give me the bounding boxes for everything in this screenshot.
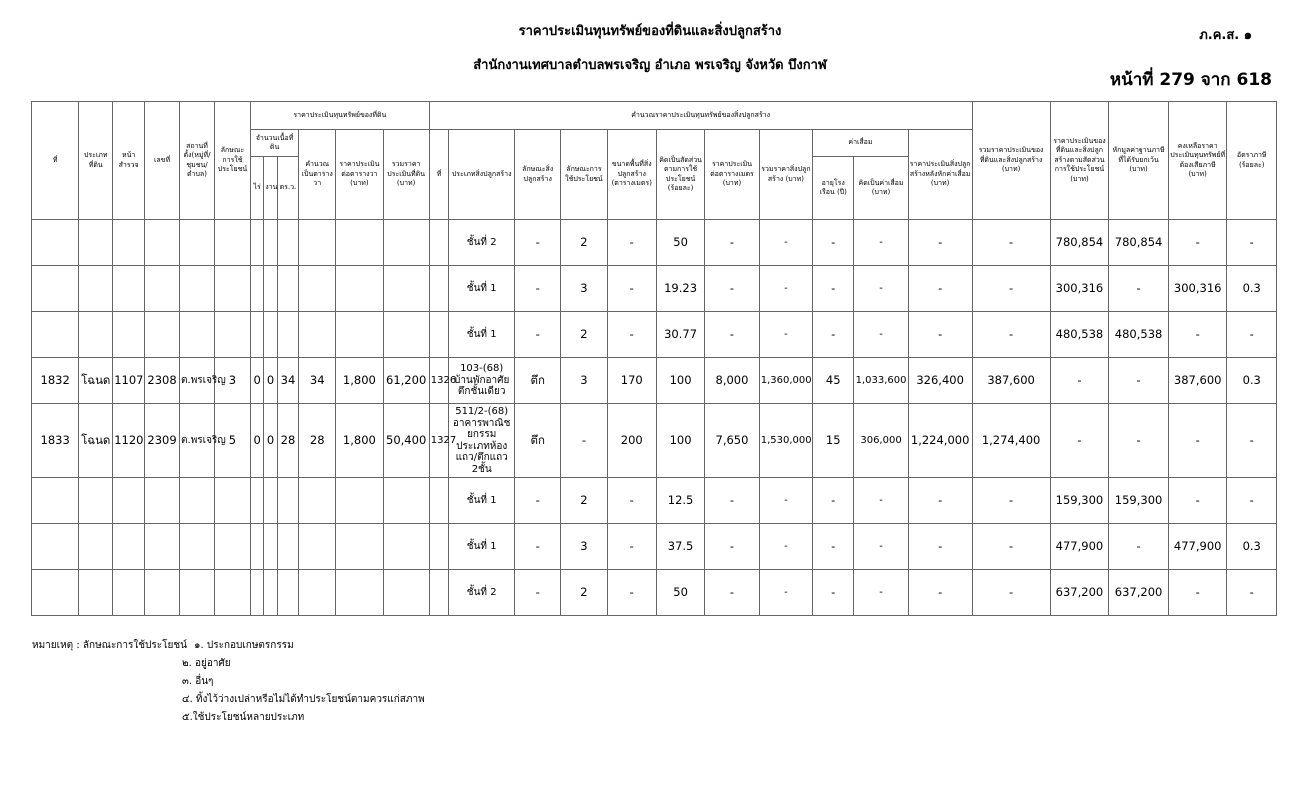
table-cell: - [1050, 358, 1109, 404]
table-cell: - [515, 220, 561, 266]
table-cell [214, 312, 250, 358]
table-cell: - [908, 220, 972, 266]
table-cell: - [908, 570, 972, 616]
table-cell: - [515, 570, 561, 616]
table-cell: - [1109, 404, 1169, 478]
table-cell: - [705, 478, 759, 524]
table-cell: - [813, 266, 854, 312]
table-cell: - [607, 266, 656, 312]
table-cell: 0 [250, 404, 263, 478]
table-cell: 326,400 [908, 358, 972, 404]
table-cell: 1327 [429, 404, 449, 478]
table-cell: 15 [813, 404, 854, 478]
table-cell: - [759, 312, 812, 358]
col-rai: ไร่ [250, 157, 263, 220]
table-cell [383, 266, 429, 312]
table-cell [336, 570, 383, 616]
table-cell [429, 478, 449, 524]
table-cell: - [759, 266, 812, 312]
table-cell: ต.พรเจริญ [180, 404, 215, 478]
table-cell: 170 [607, 358, 656, 404]
note-item: ๔. ทิ้งไว้ว่างเปล่าหรือไม่ได้ทำประโยชน์ตามควรแก่สภาพ [182, 694, 425, 705]
table-cell: 45 [813, 358, 854, 404]
table-cell [32, 312, 79, 358]
table-cell [277, 524, 299, 570]
table-cell: 300,316 [1050, 266, 1109, 312]
table-cell [299, 312, 336, 358]
table-cell: - [813, 478, 854, 524]
table-cell [113, 570, 145, 616]
table-cell: - [972, 312, 1050, 358]
table-cell [264, 266, 277, 312]
table-cell: - [607, 220, 656, 266]
table-cell [79, 478, 113, 524]
table-cell: 1326 [429, 358, 449, 404]
table-cell: ตึก [515, 404, 561, 478]
table-cell: 5 [214, 404, 250, 478]
table-cell: ตึก [515, 358, 561, 404]
table-cell [336, 312, 383, 358]
col-number: เลขที่ [145, 102, 180, 220]
col-building-total: รวมราคาสิ่งปลูกสร้าง (บาท) [759, 130, 812, 220]
table-cell: 12.5 [656, 478, 704, 524]
table-cell: - [515, 312, 561, 358]
table-cell: 2 [561, 570, 607, 616]
table-cell [113, 478, 145, 524]
note-item: ๓. อื่นๆ [182, 676, 214, 687]
table-cell: 480,538 [1109, 312, 1169, 358]
table-cell: - [813, 220, 854, 266]
note-item: ๑. ประกอบเกษตรกรรม [194, 640, 294, 651]
table-cell [383, 478, 429, 524]
table-cell [264, 312, 277, 358]
table-row [32, 266, 1277, 312]
table-cell [383, 312, 429, 358]
table-cell: 1,800 [336, 404, 383, 478]
table-cell: - [854, 266, 908, 312]
table-cell: 1,274,400 [972, 404, 1050, 478]
table-cell: - [813, 524, 854, 570]
table-cell: - [972, 478, 1050, 524]
group-depreciation: ค่าเสื่อม [813, 130, 909, 157]
table-cell: 387,600 [972, 358, 1050, 404]
table-cell: - [607, 312, 656, 358]
office-name: สำนักงานเทศบาลตำบลพรเจริญ อำเภอ พรเจริญ จังหวัด บึงกาฬ [473, 58, 827, 73]
col-grand-total: รวมราคาประเมินของที่ดินและสิ่งปลูกสร้าง (บาท) [972, 102, 1050, 220]
table-cell [180, 220, 215, 266]
col-building-percent: คิดเป็นสัดส่วนตามการใช้ประโยชน์ (ร้อยละ) [656, 130, 704, 220]
table-cell: - [515, 478, 561, 524]
table-cell: 2308 [145, 358, 180, 404]
table-cell: ต.พรเจริญ [180, 358, 215, 404]
table-cell: โฉนด [79, 404, 113, 478]
table-cell: - [607, 524, 656, 570]
table-cell: - [705, 312, 759, 358]
table-cell: 0.3 [1227, 524, 1277, 570]
table-cell: 637,200 [1109, 570, 1169, 616]
table-cell: - [705, 570, 759, 616]
table-cell: 34 [277, 358, 299, 404]
table-cell [180, 524, 215, 570]
col-building-price-sqm: ราคาประเมินต่อตารางเมตร (บาท) [705, 130, 759, 220]
col-building-area: ขนาดพื้นที่สิ่งปลูกสร้าง (ตารางเมตร) [607, 130, 656, 220]
table-row [32, 404, 1277, 478]
table-cell [32, 220, 79, 266]
table-cell: 2309 [145, 404, 180, 478]
table-cell [214, 266, 250, 312]
table-cell: - [705, 220, 759, 266]
table-cell: 30.77 [656, 312, 704, 358]
table-cell: - [1168, 404, 1227, 478]
table-cell: - [759, 570, 812, 616]
table-cell [299, 220, 336, 266]
table-cell [264, 570, 277, 616]
table-cell [32, 570, 79, 616]
table-cell: ชั้นที่ 1 [449, 312, 515, 358]
table-cell: - [561, 404, 607, 478]
table-cell: 19.23 [656, 266, 704, 312]
table-cell [250, 478, 263, 524]
table-cell [250, 312, 263, 358]
group-land-area: จำนวนเนื้อที่ดิน [250, 130, 298, 157]
table-cell [113, 524, 145, 570]
table-cell [250, 266, 263, 312]
table-cell: - [759, 220, 812, 266]
table-cell [299, 570, 336, 616]
table-cell [145, 220, 180, 266]
table-cell: 159,300 [1050, 478, 1109, 524]
table-cell [79, 524, 113, 570]
table-cell: - [1168, 220, 1227, 266]
table-cell: 28 [299, 404, 336, 478]
table-cell: - [908, 524, 972, 570]
table-cell: 3 [214, 358, 250, 404]
table-cell: 50 [656, 220, 704, 266]
col-building-style: ลักษณะสิ่งปลูกสร้าง [515, 130, 561, 220]
table-cell [383, 220, 429, 266]
table-cell [277, 312, 299, 358]
table-cell: - [705, 266, 759, 312]
page-number: หน้าที่ 279 จาก 618 [1109, 70, 1272, 90]
table-cell [32, 266, 79, 312]
table-cell [299, 524, 336, 570]
table-cell [145, 478, 180, 524]
col-location: สถานที่ตั้ง(หมู่ที่/ชุมชน/ตำบล) [180, 102, 215, 220]
table-cell [145, 312, 180, 358]
table-cell: - [972, 524, 1050, 570]
col-price-per-sqwa: ราคาประเมินต่อตารางวา (บาท) [336, 130, 383, 220]
table-cell [214, 220, 250, 266]
table-cell [180, 266, 215, 312]
table-cell: 1,800 [336, 358, 383, 404]
table-cell: 100 [656, 358, 704, 404]
col-ngan: งาน [264, 157, 277, 220]
table-cell: 0 [250, 358, 263, 404]
table-cell [113, 266, 145, 312]
table-cell [429, 524, 449, 570]
notes-prefix: หมายเหตุ : ลักษณะการใช้ประโยชน์ [32, 640, 187, 651]
table-cell: 0 [264, 404, 277, 478]
table-cell [299, 266, 336, 312]
table-cell: 50,400 [383, 404, 429, 478]
table-cell: 300,316 [1168, 266, 1227, 312]
table-cell: - [1109, 524, 1169, 570]
table-cell: - [1227, 404, 1277, 478]
table-cell: 387,600 [1168, 358, 1227, 404]
table-cell: 8,000 [705, 358, 759, 404]
table-cell [336, 220, 383, 266]
table-cell [336, 266, 383, 312]
col-building-usage: ลักษณะการใช้ประโยชน์ [561, 130, 607, 220]
table-cell: 2 [561, 220, 607, 266]
col-sqwa: ตร.ว. [277, 157, 299, 220]
table-cell [429, 312, 449, 358]
col-land-type: ประเภทที่ดิน [79, 102, 113, 220]
table-cell: - [759, 478, 812, 524]
table-cell: - [759, 524, 812, 570]
table-cell: 28 [277, 404, 299, 478]
table-cell: - [515, 524, 561, 570]
col-usage: ลักษณะการใช้ประโยชน์ [214, 102, 250, 220]
table-cell: - [854, 312, 908, 358]
table-cell: 3 [561, 358, 607, 404]
table-cell: 1,360,000 [759, 358, 812, 404]
table-cell: - [1109, 358, 1169, 404]
table-cell [250, 220, 263, 266]
table-cell: 103-(68) บ้านพักอาศัยตึกชั้นเดียว [449, 358, 515, 404]
table-cell: 1,033,600 [854, 358, 908, 404]
table-cell: 780,854 [1050, 220, 1109, 266]
table-cell: 37.5 [656, 524, 704, 570]
table-cell [113, 220, 145, 266]
col-survey-page: หน้าสำรวจ [113, 102, 145, 220]
table-cell: ชั้นที่ 1 [449, 524, 515, 570]
table-cell: 1,224,000 [908, 404, 972, 478]
table-cell: - [908, 312, 972, 358]
table-cell [264, 524, 277, 570]
table-cell: 780,854 [1109, 220, 1169, 266]
table-cell [264, 478, 277, 524]
table-cell [383, 570, 429, 616]
table-cell [32, 478, 79, 524]
table-cell: 1832 [32, 358, 79, 404]
table-cell: 511/2-(68) อาคารพาณิชยกรรม ประเภทห้องแถว/ตึกแถว 2ชั้น [449, 404, 515, 478]
table-cell [180, 478, 215, 524]
table-cell: 3 [561, 266, 607, 312]
table-cell: 0.3 [1227, 358, 1277, 404]
table-cell: - [813, 570, 854, 616]
col-building-no: ที่ [429, 130, 449, 220]
document-title: ราคาประเมินทุนทรัพย์ของที่ดินและสิ่งปลูกสร้าง [518, 24, 782, 39]
table-cell: - [854, 570, 908, 616]
table-cell: โฉนด [79, 358, 113, 404]
table-cell: - [972, 266, 1050, 312]
table-cell: - [1227, 570, 1277, 616]
table-cell: - [908, 478, 972, 524]
table-cell [214, 524, 250, 570]
col-deduct: หักมูลค่าฐานภาษีที่ได้รับยกเว้น (บาท) [1109, 102, 1169, 220]
table-cell [429, 570, 449, 616]
table-cell: ชั้นที่ 2 [449, 220, 515, 266]
col-remaining: คงเหลือราคาประเมินทุนทรัพย์ที่ต้องเสียภาษี (บาท) [1168, 102, 1227, 220]
table-cell: 477,900 [1050, 524, 1109, 570]
col-tax-rate: อัตราภาษี (ร้อยละ) [1227, 102, 1277, 220]
group-building-value: คำนวณราคาประเมินทุนทรัพย์ของสิ่งปลูกสร้าง [429, 102, 972, 130]
table-cell: 0 [264, 358, 277, 404]
table-cell [277, 266, 299, 312]
table-cell: - [854, 220, 908, 266]
table-cell: 3 [561, 524, 607, 570]
table-cell: - [705, 524, 759, 570]
table-cell [429, 266, 449, 312]
table-cell [250, 570, 263, 616]
table-cell: - [607, 478, 656, 524]
table-cell: - [1168, 312, 1227, 358]
table-cell: - [1227, 478, 1277, 524]
table-cell [79, 312, 113, 358]
table-cell: - [1168, 478, 1227, 524]
table-cell: 100 [656, 404, 704, 478]
table-cell: - [1227, 220, 1277, 266]
table-cell [79, 570, 113, 616]
col-calc-sqwa: คำนวณเป็นตารางวา [299, 130, 336, 220]
table-cell [214, 570, 250, 616]
table-cell [299, 478, 336, 524]
table-cell: - [1109, 266, 1169, 312]
table-cell [145, 266, 180, 312]
table-row [32, 478, 1277, 524]
table-cell [113, 312, 145, 358]
table-cell [32, 524, 79, 570]
form-code: ภ.ค.ส. ๑ [1199, 28, 1252, 43]
table-cell: 306,000 [854, 404, 908, 478]
table-cell: - [515, 266, 561, 312]
table-cell [429, 220, 449, 266]
table-cell: 637,200 [1050, 570, 1109, 616]
table-cell: 1,530,000 [759, 404, 812, 478]
table-cell [79, 266, 113, 312]
table-row [32, 524, 1277, 570]
table-cell [264, 220, 277, 266]
table-cell: 1833 [32, 404, 79, 478]
table-cell [250, 524, 263, 570]
table-cell: - [908, 266, 972, 312]
table-cell [145, 524, 180, 570]
table-cell: 0.3 [1227, 266, 1277, 312]
table-cell [214, 478, 250, 524]
col-by-usage: ราคาประเมินของที่ดินและสิ่งปลูกสร้างตามสัดส่วนการใช้ประโยชน์ (บาท) [1050, 102, 1109, 220]
table-cell: ชั้นที่ 2 [449, 570, 515, 616]
table-cell [145, 570, 180, 616]
table-cell [180, 570, 215, 616]
col-after-depreciation: ราคาประเมินสิ่งปลูกสร้างหลังหักค่าเสื่อม (บาท) [908, 130, 972, 220]
table-cell: 1107 [113, 358, 145, 404]
col-depreciation-value: คิดเป็นค่าเสื่อม (บาท) [854, 157, 908, 220]
table-cell [277, 478, 299, 524]
table-cell [336, 478, 383, 524]
col-building-age: อายุโรงเรือน (ปี) [813, 157, 854, 220]
table-cell: 477,900 [1168, 524, 1227, 570]
table-cell: - [1050, 404, 1109, 478]
table-cell: 159,300 [1109, 478, 1169, 524]
table-cell [383, 524, 429, 570]
table-cell: - [972, 570, 1050, 616]
table-cell: - [854, 478, 908, 524]
table-cell [277, 570, 299, 616]
table-row [32, 570, 1277, 616]
table-cell: 480,538 [1050, 312, 1109, 358]
table-cell: - [854, 524, 908, 570]
group-land-value: ราคาประเมินทุนทรัพย์ของที่ดิน [250, 102, 429, 130]
table-cell: 200 [607, 404, 656, 478]
table-cell: - [607, 570, 656, 616]
table-cell: - [1168, 570, 1227, 616]
table-cell: 2 [561, 478, 607, 524]
table-cell: 2 [561, 312, 607, 358]
note-item: ๕.ใช้ประโยชน์หลายประเภท [182, 712, 305, 723]
table-row [32, 358, 1277, 404]
table-cell: 50 [656, 570, 704, 616]
col-no: ที่ [32, 102, 79, 220]
table-cell: 7,650 [705, 404, 759, 478]
note-item: ๒. อยู่อาศัย [182, 658, 231, 669]
table-row [32, 220, 1277, 266]
table-row [32, 312, 1277, 358]
table-cell [180, 312, 215, 358]
table-cell: - [1227, 312, 1277, 358]
table-cell [79, 220, 113, 266]
table-cell [277, 220, 299, 266]
col-land-total: รวมราคาประเมินที่ดิน (บาท) [383, 130, 429, 220]
table-cell: - [972, 220, 1050, 266]
table-cell [336, 524, 383, 570]
table-cell: 61,200 [383, 358, 429, 404]
table-cell: 1120 [113, 404, 145, 478]
assessment-table [31, 101, 1277, 616]
table-cell: ชั้นที่ 1 [449, 266, 515, 312]
table-cell: - [813, 312, 854, 358]
table-cell: ชั้นที่ 1 [449, 478, 515, 524]
notes [32, 637, 425, 727]
table-cell: 34 [299, 358, 336, 404]
col-building-type: ประเภทสิ่งปลูกสร้าง [449, 130, 515, 220]
